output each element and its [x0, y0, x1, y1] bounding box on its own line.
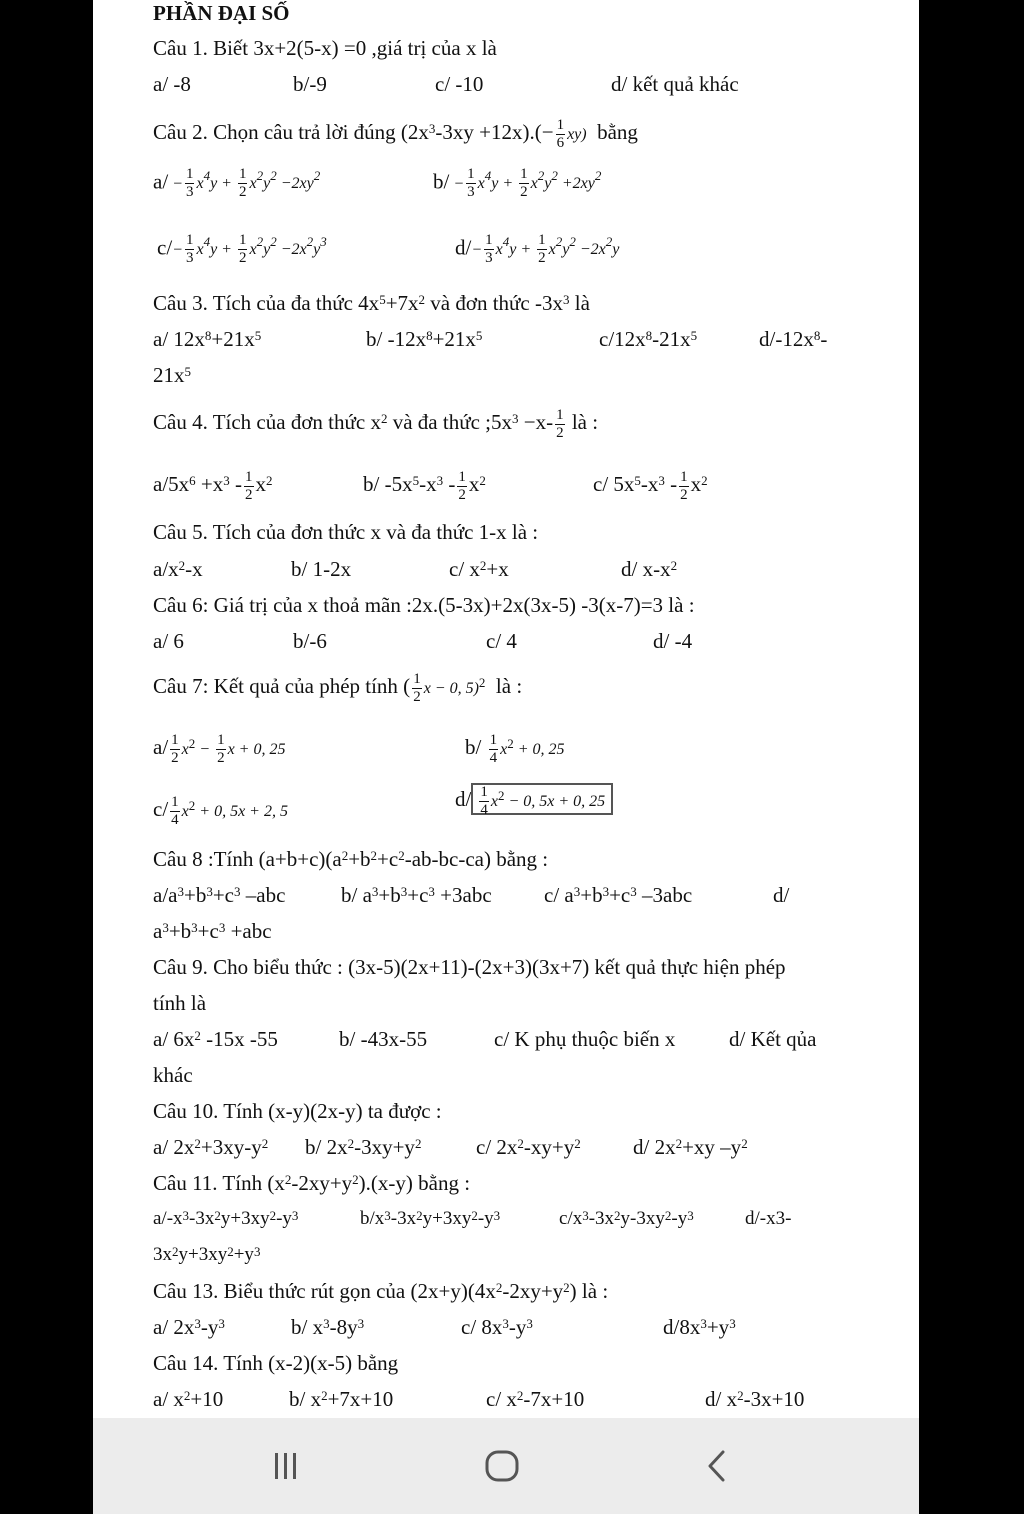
q9-option-d-continued: khác — [153, 1063, 193, 1087]
q10-option-d: d/ $2x^2+xy$ $-y^2$ — [633, 1135, 748, 1159]
q9-option-d: d/ Kết qủa — [729, 1027, 817, 1051]
q10-option-b: b/ $2x^2-3xy+y^2$ — [305, 1135, 422, 1159]
q14-option-c: c/ $x^2-7x+10$ — [486, 1387, 585, 1411]
q9-option-c: c/ K phụ thuộc biến x — [494, 1027, 676, 1051]
question-13: Câu 13. Biểu thức rút gọn của $(2x+y)(4x^2-2xy+y^2)$ là : — [153, 1279, 609, 1303]
q2-option-b: b/ − $\frac{1}{3}$ $x^4y$ + $\frac{1}{2}$ $x^2y^2 +2xy^2$ — [433, 166, 602, 200]
q2-option-d: d/− $\frac{1}{3}$ $x^4y$ + $\frac{1}{2}$ $x^2y^2 -2x^2y$ — [455, 232, 620, 266]
q5-option-b: b/ 1-2x — [291, 557, 352, 581]
question-3: Câu 3. Tích của đa thức $4x^5+7x^2$ và đơn thức $-3x^3$ là — [153, 291, 590, 315]
question-14: Câu 14. Tính (x-2)(x-5) bằng — [153, 1351, 399, 1375]
q8-option-d-continued: $a^3+b^3+c^3 +abc$ — [153, 919, 272, 943]
q11-option-d: d/-x3- — [745, 1208, 792, 1229]
q10-option-c: c/ $2x^2-xy+y^2$ — [476, 1135, 581, 1159]
q7-option-b: b/ $\frac{1}{4}$ $x^2 + 0$, 25 — [465, 731, 565, 766]
q10-option-a: a/ $2x^2+3xy-y^2$ — [153, 1135, 269, 1159]
section-heading: PHẦN ĐẠI SỐ — [153, 1, 290, 25]
q3-option-c: $c/12x^8-21x^5$ — [599, 327, 698, 351]
recents-button[interactable] — [226, 1418, 346, 1514]
question-5: Câu 5. Tích của đơn thức x và đa thức 1-x là : — [153, 520, 539, 544]
q13-option-d: $d/8x^3+y^3$ — [663, 1315, 736, 1339]
q8-option-a: $a/a^3+b^3+c^3$ –abc — [153, 883, 286, 907]
q8-option-d: d/ — [773, 883, 790, 907]
question-6: Câu 6: Giá trị của x thoả mãn :2x.(5-3x)+2x(3x-5) -3(x-7)=3 là : — [153, 593, 695, 617]
q3-option-d: $d/-12x^8-$ — [759, 327, 828, 351]
question-9-continued: tính là — [153, 991, 207, 1015]
q6-option-c: c/ 4 — [486, 629, 517, 653]
q4-option-c: c/ $5x^5-x^3$ - $\frac{1}{2}$ $x^2$ — [593, 468, 708, 503]
document-page — [93, 0, 919, 1418]
q11-option-a: $a/-x^3-3x^2y+3xy^2-y^3$ — [153, 1208, 299, 1229]
q6-option-d: d/ -4 — [653, 629, 693, 653]
q3-option-d-continued: $21x^5$ — [153, 363, 191, 387]
q9-option-b: b/ -43x-55 — [339, 1027, 428, 1051]
q5-option-a: $a/x^2-x$ — [153, 557, 203, 581]
recents-icon — [271, 1451, 301, 1481]
home-icon — [484, 1449, 520, 1483]
question-9: Câu 9. Cho biểu thức : (3x-5)(2x+11)-(2x+3)(3x+7) kết quả thực hiện phép — [153, 955, 786, 979]
system-navigation-bar — [93, 1418, 919, 1514]
q7-option-d: d/ $\frac{1}{4}$ $x^2 - 0$, 5x + 0, 25 — [455, 779, 613, 822]
q6-option-a: a/ 6 — [153, 629, 184, 653]
q13-option-c: c/ $8x^3-y^3$ — [461, 1315, 533, 1339]
question-4: Câu 4. Tích của đơn thức $x^2$ và đa thức $;5x^3 -x-$ $\frac{1}{2}$ là : — [153, 406, 599, 441]
q11-option-d-continued: $3x^2y+3xy^2+y^3$ — [153, 1244, 261, 1265]
selected-answer-box: $\frac{1}{4}$ $x^2 - 0$, 5x + 0, 25 — [471, 783, 613, 815]
q3-option-b: b/ $-12x^8+21x^5$ — [366, 327, 483, 351]
q11-option-b: $b/x^3-3x^2y+3xy^2-y^3$ — [360, 1208, 501, 1229]
home-button[interactable] — [442, 1418, 562, 1514]
question-8: Câu 8 :Tính $(a+b+c)(a^2+b^2+c^2-ab-bc-ca)$ bằng : — [153, 847, 549, 871]
q1-option-a: a/ -8 — [153, 72, 191, 96]
q4-option-a: $a/5x^6 +x^3$ - $\frac{1}{2}$ $x^2$ — [153, 468, 273, 503]
question-7: Câu 7: Kết quả của phép tính ( $\frac{1}{2}$ x − 0, 5)$^2$ là : — [153, 670, 523, 705]
q8-option-b: b/ $a^3+b^3+c^3 +3abc$ — [341, 883, 492, 907]
q3-option-a: a/ $12x^8+21x^5$ — [153, 327, 262, 351]
question-10: Câu 10. Tính (x-y)(2x-y) ta được : — [153, 1099, 442, 1123]
q1-option-b: b/-9 — [293, 72, 327, 96]
q14-option-d: d/ $x^2-3x+10$ — [705, 1387, 805, 1411]
q6-option-b: b/-6 — [293, 629, 327, 653]
q1-option-d: d/ kết quả khác — [611, 72, 739, 96]
q8-option-c: c/ $a^3+b^3+c^3$ –3abc — [544, 883, 693, 907]
question-1: Câu 1. Biết 3x+2(5-x) =0 ,giá trị của x là — [153, 36, 497, 60]
q13-option-b: b/ $x^3-8y^3$ — [291, 1315, 365, 1339]
q2-option-c: c/− $\frac{1}{3}$ $x^4y$ + $\frac{1}{2}$ $x^2y^2 -2x^2y^3$ — [157, 232, 327, 266]
q1-option-c: c/ -10 — [435, 72, 484, 96]
question-11: Câu 11. Tính $(x^2-2xy+y^2).(x-y)$ bằng : — [153, 1171, 471, 1195]
q14-option-a: a/ $x^2+10$ — [153, 1387, 224, 1411]
q5-option-d: d/ $x-x^2$ — [621, 557, 678, 581]
q5-option-c: c/ $x^2+x$ — [449, 557, 509, 581]
q4-option-b: b/ $-5x^5-x^3$ - $\frac{1}{2}$ $x^2$ — [363, 468, 486, 503]
q7-option-a: a/ $\frac{1}{2}$ $x^2$ − $\frac{1}{2}$ x + 0, 25 — [153, 731, 286, 766]
q7-option-c: c/ $\frac{1}{4}$ $x^2 + 0$, 5x + 2, 5 — [153, 793, 288, 828]
q11-option-c: $c/x^3-3x^2y-3xy^2-y^3$ — [559, 1208, 694, 1229]
question-2: Câu 2. Chọn câu trả lời đúng $(2x^3-3xy +12x).(-$ $\frac{1}{6}$ xy) bằng — [153, 116, 638, 151]
back-icon — [705, 1449, 729, 1483]
q2-option-a: a/ − $\frac{1}{3}$ $x^4y$ + $\frac{1}{2}$ $x^2y^2 -2xy^2$ — [153, 166, 321, 200]
q14-option-b: b/ $x^2+7x+10$ — [289, 1387, 394, 1411]
back-button[interactable] — [657, 1418, 777, 1514]
q13-option-a: a/ $2x^3-y^3$ — [153, 1315, 225, 1339]
q9-option-a: a/ $6x^2$ -15x -55 — [153, 1027, 278, 1051]
